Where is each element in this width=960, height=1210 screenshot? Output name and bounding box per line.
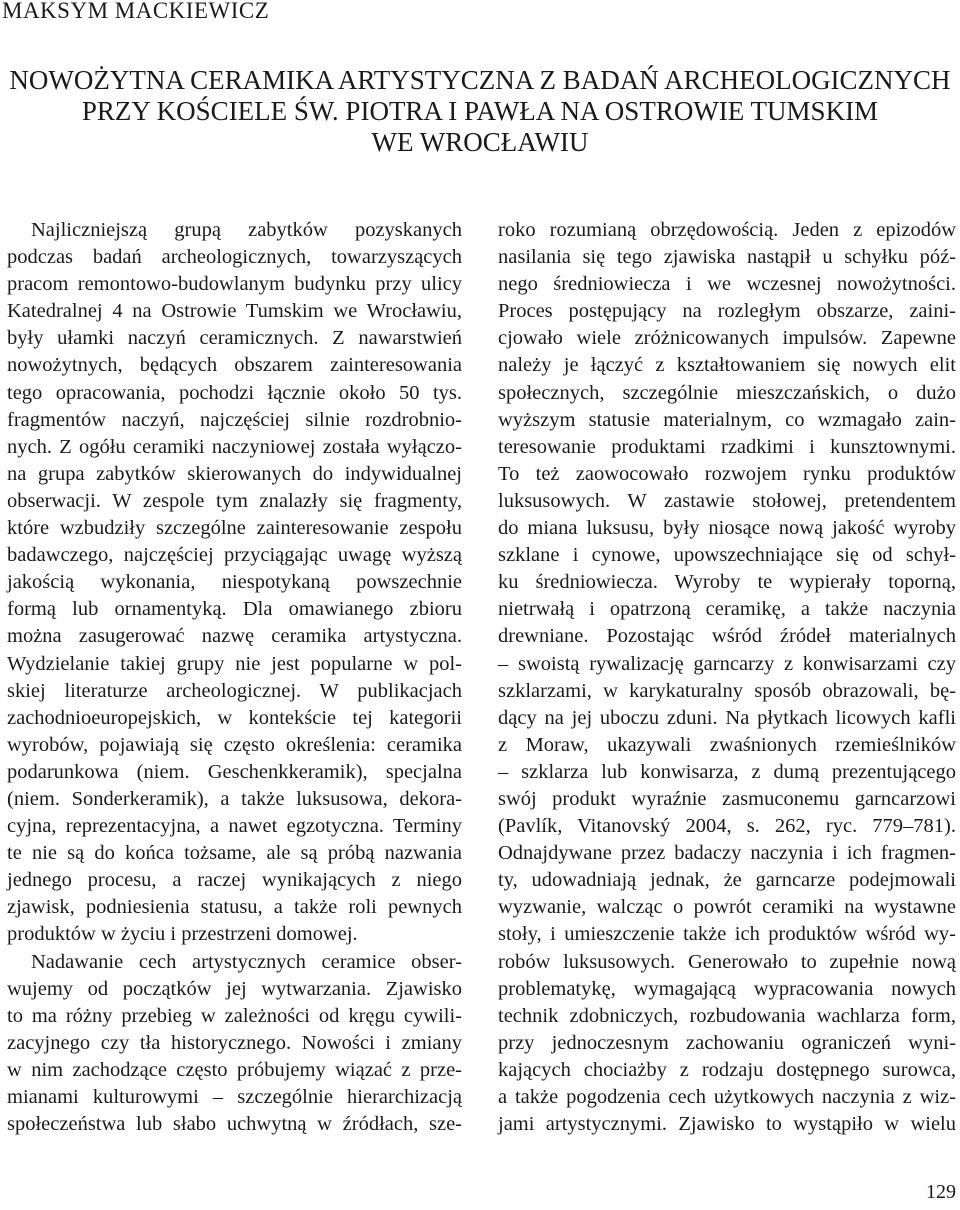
text-line: Najliczniejszą grupą zabytków pozyskanych bbox=[31, 219, 462, 241]
text-line: obserwacji. W zespole tym znalazły się fragmenty, bbox=[7, 489, 462, 512]
text-line: Wydzielanie takiej grupy nie jest popularne w pol- bbox=[7, 652, 462, 675]
text-line: można zasugerować nazwę ceramika artystyczna. bbox=[7, 625, 462, 648]
running-header-author: MAKSYM MACKIEWICZ bbox=[2, 0, 270, 23]
text-line: To też zaowocowało rozwojem rynku produktów bbox=[498, 462, 956, 485]
text-line: (Pavlík, Vitanovský 2004, s. 262, ryc. 779–781). bbox=[498, 815, 956, 838]
text-line: wyzwanie, walcząc o powrót ceramiki na wystawne bbox=[498, 896, 956, 919]
text-line: jakością wykonania, niespotykaną powszechnie bbox=[7, 571, 462, 594]
text-line: Odnajdywane przez badaczy naczynia i ich fragmen- bbox=[498, 842, 956, 865]
text-line: jami artystycznymi. Zjawisko to wystąpiło w wielu bbox=[498, 1113, 956, 1136]
text-line: pracom remontowo-budowlanym budynku przy ulicy bbox=[7, 273, 462, 296]
text-line: (niem. Sonderkeramik), a także luksusowa, dekora- bbox=[7, 787, 462, 810]
text-line: szklane i cynowe, upowszechniające się od schył- bbox=[498, 544, 956, 567]
text-line: jednego procesu, a raczej wynikających z niego bbox=[7, 869, 462, 892]
text-line: nietrwałą i opatrzoną ceramikę, a także naczynia bbox=[498, 598, 956, 621]
text-line: badawczego, najczęściej przyciągając uwagę wyższą bbox=[7, 544, 462, 567]
text-line: z Moraw, ukazywali zwaśnionych rzemieślników bbox=[498, 733, 956, 756]
text-line: wyższym statusie materialnym, co wzmagało zain- bbox=[498, 408, 956, 431]
article-title bbox=[0, 65, 960, 158]
text-line: należy je łączyć z kształtowaniem się nowych elit bbox=[498, 354, 956, 377]
text-line: w nim zachodzące często próbujemy wiązać z prze- bbox=[7, 1058, 462, 1081]
text-line: dący na jej uboczu zduni. Na płytkach licowych kafli bbox=[498, 706, 956, 729]
title-line: WE WROCŁAWIU bbox=[371, 127, 589, 157]
title-line: NOWOŻYTNA CERAMIKA ARTYSTYCZNA Z BADAŃ ARCHEOLOGICZNYCH bbox=[9, 65, 951, 95]
text-line: kających chociażby z rodzaju dostępnego surowca, bbox=[498, 1058, 956, 1081]
text-line: swój produkt wyraźnie zasmuconemu garncarzowi bbox=[498, 787, 956, 810]
text-line: drewniane. Pozostając wśród źródeł materialnych bbox=[498, 625, 956, 648]
text-line: fragmentów naczyń, najczęściej silnie rozdrobnio- bbox=[7, 408, 462, 431]
text-line: formą lub ornamentyką. Dla omawianego zbioru bbox=[7, 598, 462, 621]
text-line: do miana luksusu, były niosące nową jakość wyroby bbox=[498, 517, 956, 540]
text-line: ku średniowiecza. Wyroby te wypierały toporną, bbox=[498, 571, 956, 594]
text-line: robów luksusowych. Generowało to zupełnie nową bbox=[498, 950, 956, 973]
text-line: podczas badań archeologicznych, towarzyszących bbox=[7, 246, 462, 269]
title-line: PRZY KOŚCIELE ŚW. PIOTRA I PAWŁA NA OSTROWIE TUMSKIM bbox=[81, 96, 879, 126]
text-line: Katedralnej 4 na Ostrowie Tumskim we Wrocławiu, bbox=[7, 300, 462, 323]
text-line: mianami kulturowymi – szczególnie hierarchizacją bbox=[7, 1086, 462, 1108]
text-line: roko rozumianą obrzędowością. Jeden z epizodów bbox=[498, 219, 956, 241]
text-line: społeczeństwa lub słabo uchwytną w źródłach, sze- bbox=[7, 1113, 462, 1136]
text-line: luksusowych. W zastawie stołowej, pretendentem bbox=[498, 489, 956, 512]
text-line: nowożytnych, będących obszarem zainteresowania bbox=[7, 354, 462, 377]
text-line: nasilania się tego zjawiska nastąpił u schyłku póź- bbox=[498, 246, 956, 269]
text-line: zachodnioeuropejskich, w kontekście tej kategorii bbox=[7, 706, 462, 729]
text-line: przy jednoczesnym zachowaniu ograniczeń wyni- bbox=[498, 1031, 956, 1054]
text-line: te nie są do końca tożsame, ale są próbą nazwania bbox=[7, 842, 462, 865]
text-line: a także pogodzenia cech użytkowych naczynia z wiz- bbox=[498, 1086, 956, 1108]
text-line: ty, udowadniają jednak, że garncarze podejmowali bbox=[498, 869, 956, 892]
page-number: 129 bbox=[926, 1181, 956, 1203]
left-text-column bbox=[7, 217, 462, 1138]
text-line: Proces postępujący na rozległym obszarze, zaini- bbox=[498, 300, 956, 323]
text-line: które wzbudziły szczególne zainteresowanie zespołu bbox=[7, 517, 462, 540]
text-line: cjowało wiele zróżnicowanych impulsów. Zapewne bbox=[498, 327, 956, 350]
text-line: to ma różny przebieg w zależności od kręgu cywili- bbox=[7, 1004, 462, 1027]
text-line: wyrobów, pojawiają się często określenia: ceramika bbox=[7, 733, 462, 756]
text-line: teresowanie produktami rzadkimi i kunsztownymi. bbox=[498, 435, 956, 458]
text-line: cyjna, reprezentacyjna, a nawet egzotyczna. Terminy bbox=[7, 815, 462, 838]
text-line: były ułamki naczyń ceramicznych. Z nawarstwień bbox=[7, 327, 462, 350]
text-line: zjawisk, podniesienia statusu, a także roli pewnych bbox=[7, 896, 462, 919]
text-line: na grupa zabytków skierowanych do indywidualnej bbox=[7, 462, 462, 485]
text-line: problematykę, wymagającą wypracowania nowych bbox=[498, 977, 956, 1000]
text-line: produktów w życiu i przestrzeni domowej. bbox=[7, 923, 358, 946]
text-line: skiej literaturze archeologicznej. W publikacjach bbox=[7, 679, 462, 702]
text-line: stoły, i umieszczenie także ich produktów wśród wy- bbox=[498, 923, 956, 946]
text-line: nych. Z ogółu ceramiki naczyniowej została wyłączo- bbox=[7, 435, 462, 458]
text-line: podarunkowa (niem. Geschenkkeramik), specjalna bbox=[7, 760, 462, 783]
text-line: Nadawanie cech artystycznych ceramice obser- bbox=[31, 950, 462, 973]
text-line: – szklarza lub konwisarza, z dumą prezentującego bbox=[498, 760, 956, 783]
text-line: szklarzami, w karykaturalny sposób obrazowali, bę- bbox=[498, 679, 956, 702]
text-line: nego średniowiecza i we wczesnej nowożytności. bbox=[498, 273, 956, 296]
text-line: wujemy od początków jej wytwarzania. Zjawisko bbox=[7, 977, 462, 1000]
text-line: zacyjnego czy tła historycznego. Nowości i zmiany bbox=[7, 1031, 462, 1054]
text-line: tego opracowania, pochodzi łącznie około 50 tys. bbox=[7, 381, 462, 404]
text-line: technik zdobniczych, rozbudowania wachlarza form, bbox=[498, 1004, 956, 1027]
text-line: społecznych, szczególnie mieszczańskich, o dużo bbox=[498, 381, 956, 404]
text-line: – swoistą rywalizację garncarzy z konwisarzami czy bbox=[498, 652, 956, 675]
right-text-column bbox=[498, 217, 956, 1138]
